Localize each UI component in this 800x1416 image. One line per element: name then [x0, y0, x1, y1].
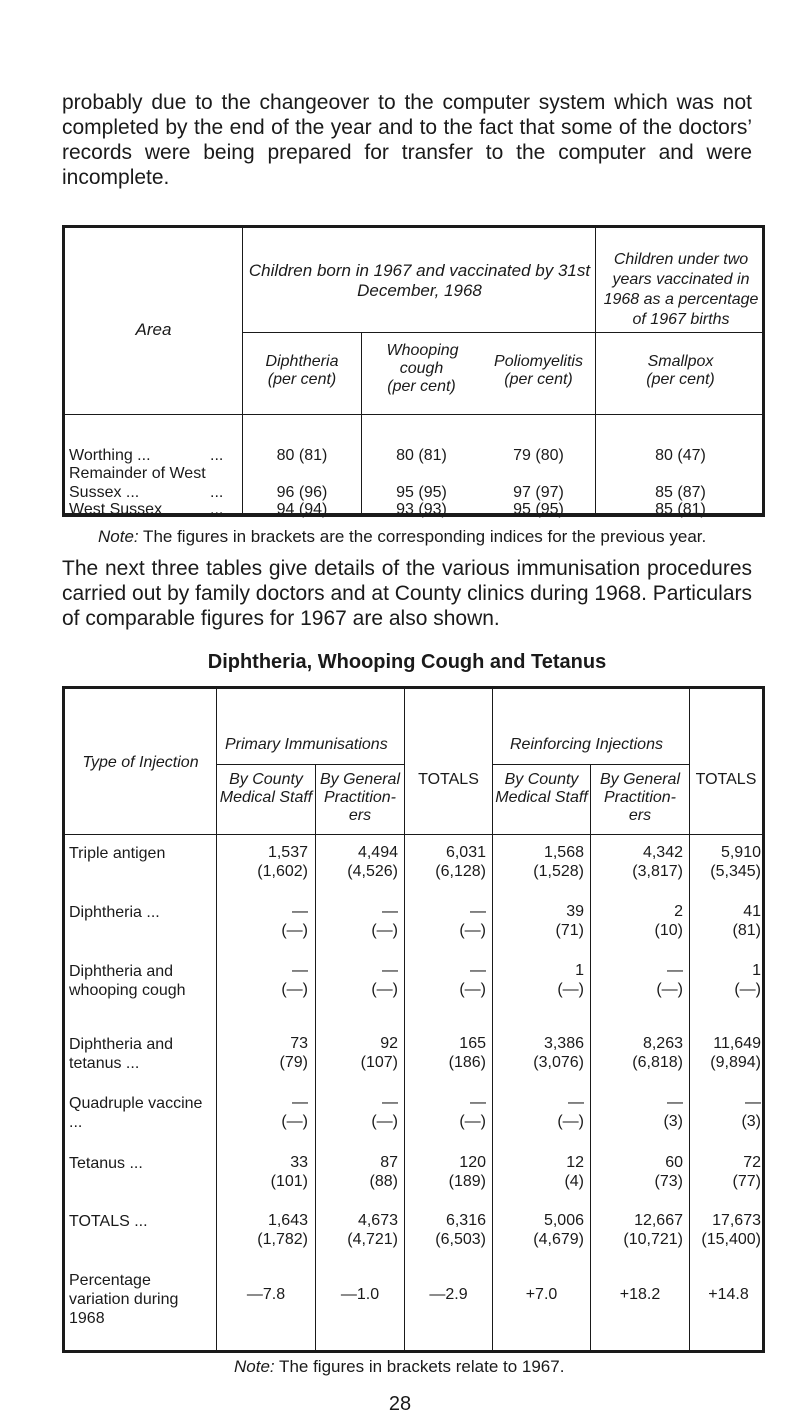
value-1967: (77)	[732, 1173, 761, 1190]
col-header-totals-primary: TOTALS	[418, 771, 479, 788]
page-number: 28	[388, 1393, 412, 1415]
poliomyelitis-value: 95 (95)	[513, 501, 564, 518]
table-note	[234, 1357, 564, 1377]
table-divider	[216, 764, 404, 765]
value-1968: 12	[566, 1154, 584, 1171]
value-1968: —2.9	[429, 1286, 468, 1303]
leader-dots: ...	[210, 447, 224, 464]
value-1967: (—)	[371, 922, 398, 939]
area-label: West Sussex	[69, 501, 163, 518]
diphtheria-value: 94 (94)	[276, 501, 328, 518]
value-1968: 4,673	[357, 1212, 398, 1229]
value-1967: (6,818)	[632, 1054, 683, 1071]
value-1967: (79)	[279, 1054, 308, 1071]
value-1968: —	[470, 1094, 486, 1111]
note-label: Note:	[98, 527, 139, 546]
value-1968: 87	[380, 1154, 398, 1171]
col-header-gp-reinforcing: By General Practition- ers	[599, 771, 681, 824]
value-1967: (6,128)	[435, 863, 486, 880]
note-label: Note:	[234, 1357, 275, 1376]
value-1968: 1,537	[267, 844, 308, 861]
col-header-poliomyelitis: Poliomyelitis (per cent)	[494, 353, 583, 388]
value-1967: (—)	[281, 922, 308, 939]
value-1968: —	[292, 1094, 308, 1111]
value-1968: 33	[290, 1154, 308, 1171]
whooping-cough-value: 80 (81)	[396, 447, 447, 464]
under-two-header: Children under two years vaccinated in 1968 as a percentage of 1967 births	[603, 251, 759, 328]
born-1967-group-header: Children born in 1967 and vaccinated by 31st December, 1968	[248, 261, 591, 300]
value-1967: (6,503)	[435, 1231, 486, 1248]
value-1967: (—)	[734, 981, 761, 998]
value-1968: +18.2	[619, 1286, 661, 1303]
value-1967: (189)	[448, 1173, 486, 1190]
value-1968: —1.0	[340, 1286, 380, 1303]
value-1968: —	[667, 962, 683, 979]
value-1968: 4,494	[357, 844, 398, 861]
value-1968: 3,386	[543, 1035, 584, 1052]
value-1967: (73)	[654, 1173, 683, 1190]
injection-type-label: Percentage variation during 1968	[69, 1272, 179, 1327]
value-1968: —	[382, 962, 398, 979]
injection-type-label: Diphtheria and tetanus ...	[69, 1036, 174, 1072]
injection-type-label: TOTALS ...	[69, 1213, 148, 1230]
value-1968: 1	[575, 962, 584, 979]
table-note	[98, 527, 706, 547]
value-1968: 120	[459, 1154, 486, 1171]
table-divider	[65, 414, 765, 415]
value-1968: —	[667, 1094, 683, 1111]
value-1967: (—)	[557, 1113, 584, 1130]
value-1967: (1,602)	[257, 863, 308, 880]
area-label: Worthing ...	[69, 447, 151, 464]
value-1968: —	[382, 1094, 398, 1111]
primary-immunisations-header: Primary Immunisations	[225, 736, 388, 753]
value-1968: 39	[566, 903, 584, 920]
injection-type-label: Quadruple vaccine ...	[69, 1095, 203, 1131]
value-1968: 6,031	[445, 844, 486, 861]
area-label: Remainder of West	[69, 465, 206, 482]
value-1967: (—)	[459, 981, 486, 998]
value-1968: 8,263	[642, 1035, 683, 1052]
vaccination-percentage-table	[62, 225, 765, 517]
leader-dots: ...	[210, 501, 224, 518]
value-1967: (—)	[557, 981, 584, 998]
value-1967: (15,400)	[701, 1231, 761, 1248]
value-1967: (81)	[732, 922, 761, 939]
value-1968: 72	[743, 1154, 761, 1171]
value-1968: —	[470, 903, 486, 920]
injection-type-label: Diphtheria and whooping cough	[69, 963, 186, 999]
diphtheria-value: 96 (96)	[276, 484, 328, 501]
explanatory-paragraph: The next three tables give details of the various immunisation procedures carried out by family doctors and at County clinics during 1968. Particulars of comparable figures for 1967 are also shown.	[62, 557, 752, 630]
value-1967: (3)	[741, 1113, 761, 1130]
value-1967: (—)	[281, 981, 308, 998]
value-1968: 5,910	[720, 844, 761, 861]
value-1968: —7.8	[246, 1286, 286, 1303]
smallpox-value: 85 (87)	[655, 484, 706, 501]
diphtheria-value: 80 (81)	[276, 447, 328, 464]
value-1967: (88)	[369, 1173, 398, 1190]
poliomyelitis-value: 79 (80)	[513, 447, 564, 464]
value-1968: —	[292, 903, 308, 920]
value-1967: (5,345)	[710, 863, 761, 880]
injection-type-label: Diphtheria ...	[69, 904, 160, 921]
col-header-totals-reinforcing: TOTALS	[695, 771, 757, 788]
value-1967: (—)	[281, 1113, 308, 1130]
value-1968: 165	[459, 1035, 486, 1052]
col-header-gp-primary: By General Practition- ers	[319, 771, 401, 824]
table-divider	[65, 834, 762, 835]
value-1968: 2	[674, 903, 683, 920]
value-1968: 1,568	[543, 844, 584, 861]
intro-paragraph: probably due to the changeover to the computer system which was not completed by the end of the year and to the fact that some of the doctors’ records were being prepared for transfer to the computer and were incomplete.	[62, 91, 752, 189]
value-1968: 1	[752, 962, 761, 979]
injection-type-label: Triple antigen	[69, 845, 166, 862]
value-1968: 60	[665, 1154, 683, 1171]
area-header: Area	[135, 320, 172, 339]
value-1968: 12,667	[634, 1212, 683, 1229]
leader-dots: ...	[210, 484, 224, 501]
value-1967: (4)	[564, 1173, 584, 1190]
value-1968: 5,006	[543, 1212, 584, 1229]
col-header-diphtheria: Diphtheria (per cent)	[265, 353, 339, 388]
value-1967: (3,076)	[533, 1054, 584, 1071]
value-1967: (10)	[654, 922, 683, 939]
value-1967: (4,526)	[347, 863, 398, 880]
value-1967: (9,894)	[710, 1054, 761, 1071]
col-header-smallpox: Smallpox (per cent)	[646, 353, 715, 388]
note-text: The figures in brackets relate to 1967.	[274, 1357, 565, 1376]
value-1968: +14.8	[708, 1286, 749, 1303]
value-1968: 6,316	[445, 1212, 486, 1229]
value-1967: (—)	[371, 1113, 398, 1130]
value-1968: 73	[290, 1035, 308, 1052]
col-header-whooping-cough: Whooping cough (per cent)	[386, 342, 459, 395]
table-divider	[216, 689, 217, 1353]
value-1967: (4,721)	[347, 1231, 398, 1248]
table-divider	[595, 332, 765, 333]
smallpox-value: 80 (47)	[655, 447, 706, 464]
table-divider	[492, 764, 689, 765]
value-1968: 4,342	[642, 844, 683, 861]
value-1967: (3)	[663, 1113, 683, 1130]
whooping-cough-value: 95 (95)	[396, 484, 447, 501]
value-1968: +7.0	[525, 1286, 558, 1303]
col-header-county-reinforcing: By County Medical Staff	[495, 771, 588, 806]
value-1967: (4,679)	[533, 1231, 584, 1248]
type-of-injection-header: Type of Injection	[82, 754, 199, 771]
value-1967: (107)	[360, 1054, 398, 1071]
value-1968: 1,643	[267, 1212, 308, 1229]
value-1967: (—)	[371, 981, 398, 998]
value-1968: —	[745, 1094, 761, 1111]
value-1967: (—)	[459, 1113, 486, 1130]
table-divider	[242, 332, 595, 333]
value-1967: (186)	[448, 1054, 486, 1071]
value-1967: (71)	[555, 922, 584, 939]
value-1967: (3,817)	[632, 863, 683, 880]
value-1968: 11,649	[713, 1035, 761, 1052]
smallpox-value: 85 (81)	[655, 501, 706, 518]
injection-type-label: Tetanus ...	[69, 1155, 143, 1172]
note-text: The figures in brackets are the corresponding indices for the previous year.	[138, 527, 707, 546]
area-label: Sussex ...	[69, 484, 140, 501]
value-1968: —	[382, 903, 398, 920]
value-1968: 17,673	[712, 1212, 761, 1229]
value-1967: (1,782)	[257, 1231, 308, 1248]
poliomyelitis-value: 97 (97)	[513, 484, 564, 501]
value-1967: (1,528)	[533, 863, 584, 880]
value-1967: (101)	[270, 1173, 308, 1190]
value-1968: 41	[743, 903, 761, 920]
value-1968: —	[568, 1094, 584, 1111]
section-title: Diphtheria, Whooping Cough and Tetanus	[207, 651, 607, 673]
value-1967: (10,721)	[623, 1231, 683, 1248]
col-header-county-primary: By County Medical Staff	[219, 771, 313, 806]
value-1968: —	[470, 962, 486, 979]
value-1967: (—)	[459, 922, 486, 939]
value-1967: (—)	[656, 981, 683, 998]
reinforcing-injections-header: Reinforcing Injections	[510, 736, 663, 753]
immunisation-table	[62, 686, 765, 1353]
value-1968: —	[292, 962, 308, 979]
value-1968: 92	[380, 1035, 398, 1052]
whooping-cough-value: 93 (93)	[396, 501, 447, 518]
